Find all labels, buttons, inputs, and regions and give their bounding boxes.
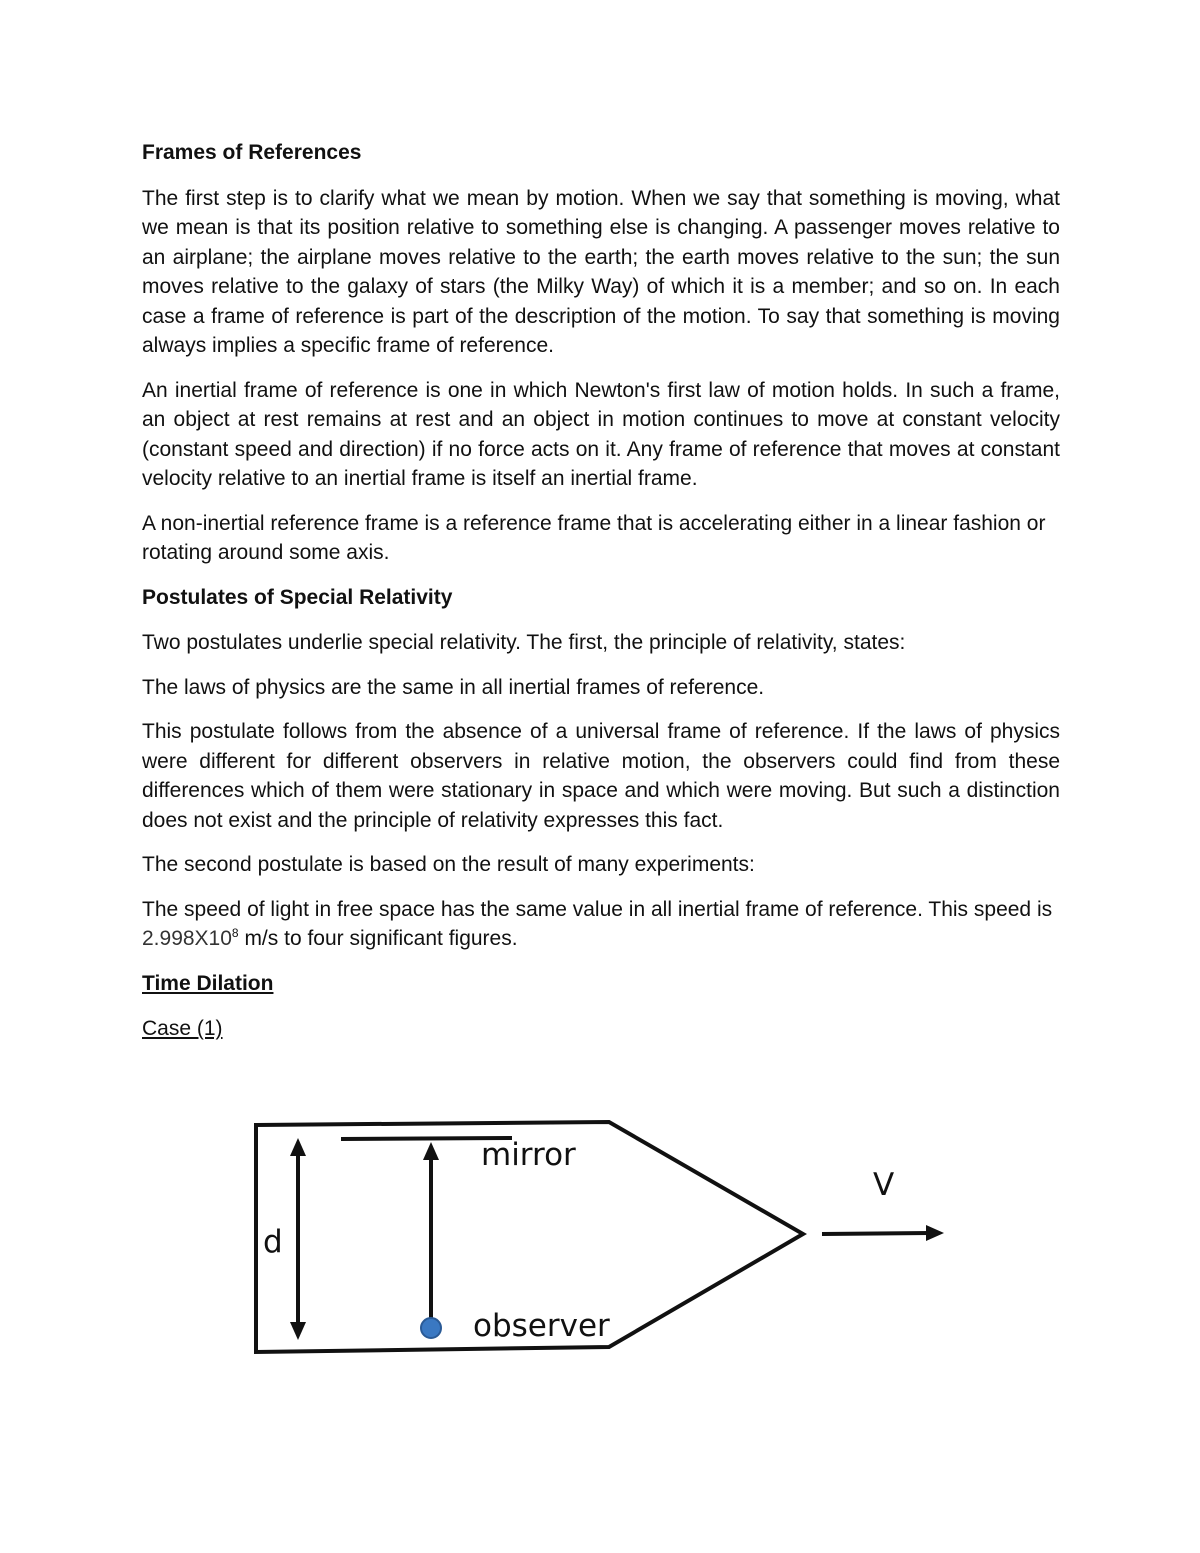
case-1-label: Case (1) bbox=[142, 1017, 223, 1040]
distance-arrow-head-bottom bbox=[290, 1322, 306, 1340]
paragraph-second-postulate-intro: The second postulate is based on the result of many experiments: bbox=[142, 853, 755, 876]
paragraph-postulate-explanation: This postulate follows from the absence of a universal frame of reference. If the laws of physics were different for different observers in relative motion, the observers could find from these differences which of them were stationary in space and which were moving. But such a distinction does not exist and the principle of relativity expresses this fact. bbox=[142, 720, 1060, 832]
velocity-arrow-head bbox=[926, 1225, 944, 1241]
paragraph-motion: The first step is to clarify what we mean by motion. When we say that something is moving, what we mean is that its position relative to something else is changing. A passenger moves relative to an airplane; the airplane moves relative to the earth; the earth moves relative to the sun; the sun moves relative to the galaxy of stars (the Milky Way) of which it is a member; and so on. In each case a frame of reference is part of the description of the motion. To say that something is moving always implies a specific frame of reference. bbox=[142, 186, 1060, 357]
speed-text-b: m/s to four significant figures. bbox=[238, 927, 518, 950]
paragraph-postulates-intro: Two postulates underlie special relativity. The first, the principle of relativity, states: bbox=[142, 631, 906, 654]
distance-arrow-head-top bbox=[290, 1138, 306, 1156]
mirror-label: mirror bbox=[481, 1137, 576, 1173]
heading-time-dilation: Time Dilation bbox=[142, 971, 274, 995]
speed-exponent: 8 bbox=[231, 926, 239, 940]
distance-label: d bbox=[263, 1224, 283, 1260]
velocity-arrow bbox=[822, 1233, 930, 1234]
speed-text-a: The speed of light in free space has the same value in all inertial frame of reference. This speed is bbox=[142, 897, 1053, 921]
speed-value: 2.998X10 bbox=[142, 927, 232, 950]
paragraph-non-inertial-frame: A non-inertial reference frame is a reference frame that is accelerating either in a linear fashion or rotating around some axis. bbox=[142, 511, 1046, 564]
observer-dot bbox=[421, 1318, 441, 1338]
paragraph-inertial-frame: An inertial frame of reference is one in which Newton's first law of motion holds. In such a frame, an object at rest remains at rest and an object in motion continues to move at constant velocity (constant speed and direction) if no force acts on it. Any frame of reference that moves at constant velocity relative to an inertial frame is itself an inertial frame. bbox=[142, 378, 1060, 490]
heading-frames-of-references: Frames of References bbox=[142, 141, 362, 164]
observer-label: observer bbox=[473, 1308, 610, 1344]
heading-postulates: Postulates of Special Relativity bbox=[142, 585, 453, 609]
light-path-arrow-head bbox=[423, 1142, 439, 1160]
velocity-label: V bbox=[873, 1167, 895, 1203]
paragraph-first-postulate: The laws of physics are the same in all inertial frames of reference. bbox=[142, 675, 765, 699]
